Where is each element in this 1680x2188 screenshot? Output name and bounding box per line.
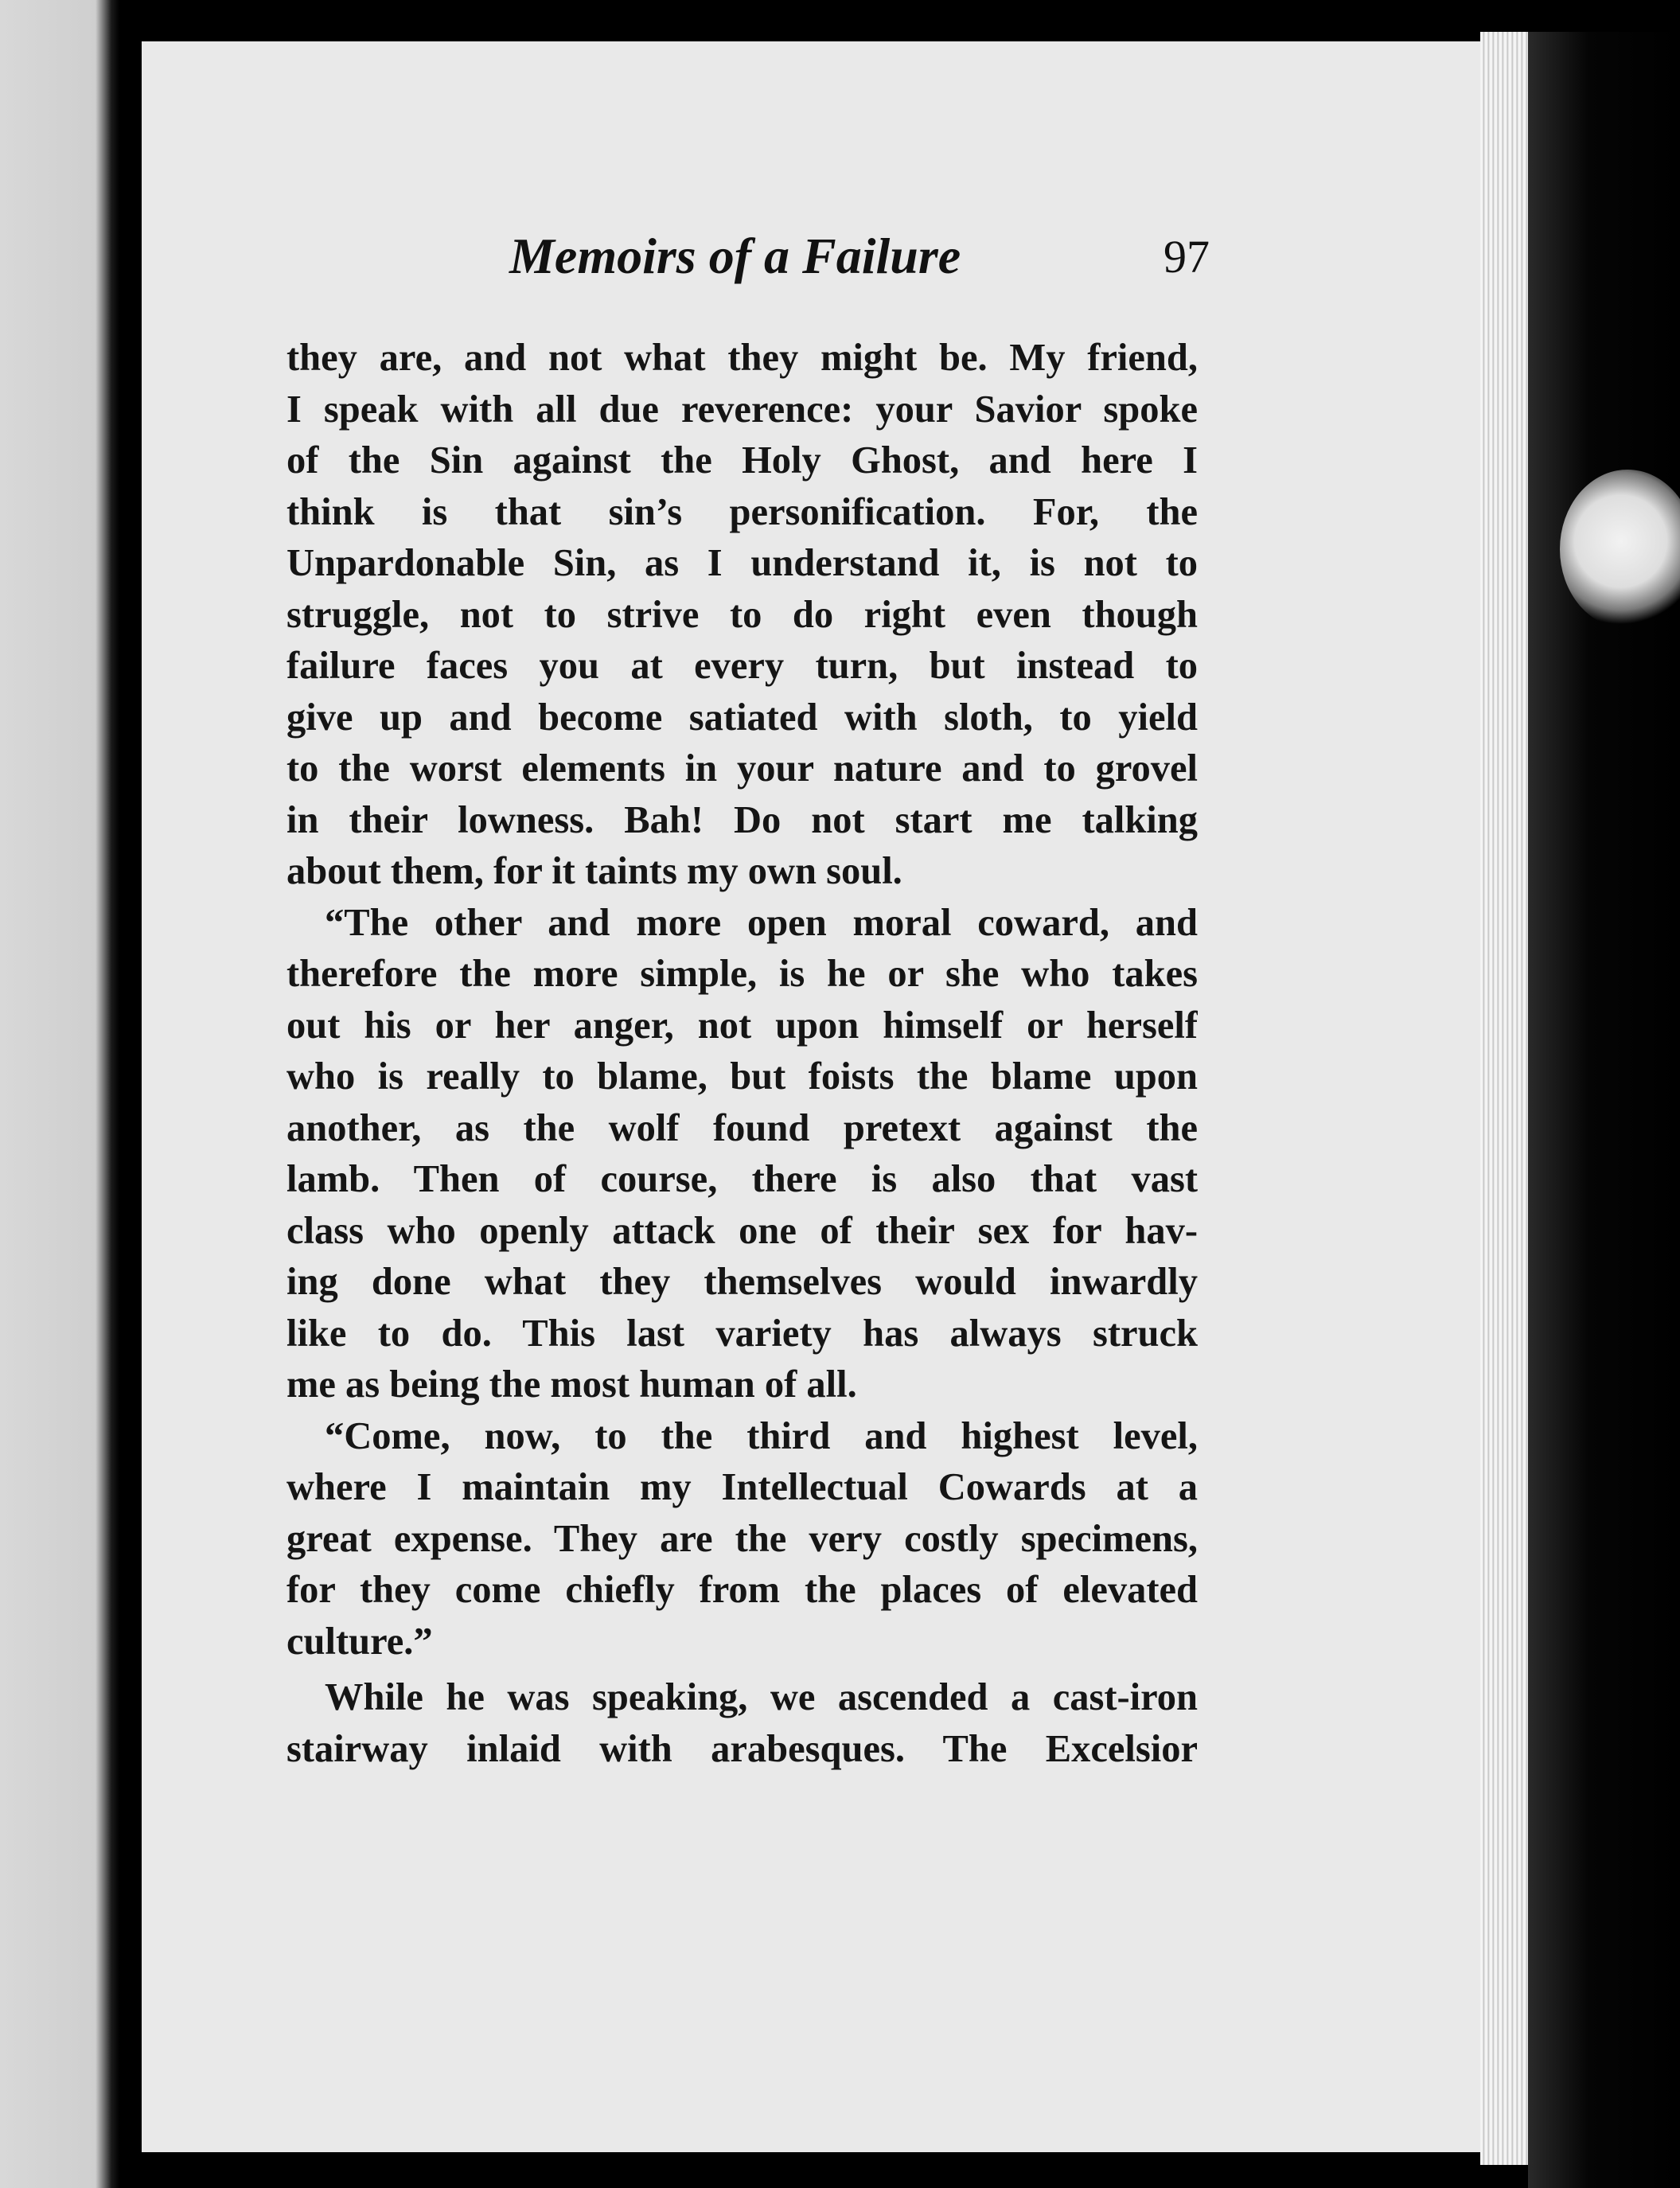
page-number: 97: [1164, 231, 1210, 283]
text-line: class who openly attack one of their sex for hav-: [286, 1209, 1198, 1252]
text-line: about them, for it taints my own soul.: [286, 850, 902, 892]
text-line: Unpardonable Sin, as I understand it, is not to: [286, 542, 1198, 584]
text-line: out his or her anger, not upon himself or herself: [286, 1004, 1198, 1047]
text-line: they are, and not what they might be. My friend,: [286, 337, 1198, 379]
text-line: to the worst elements in your nature and to grovel: [286, 747, 1198, 790]
text-line: in their lowness. Bah! Do not start me talking: [286, 798, 1198, 841]
running-head: [509, 227, 1210, 298]
running-title: Memoirs of a Failure: [509, 228, 961, 284]
text-line: of the Sin against the Holy Ghost, and here I: [286, 439, 1198, 482]
text-line: for they come chiefly from the places of elevated: [286, 1569, 1198, 1611]
text-line: lamb. Then of course, there is also that vast: [286, 1158, 1198, 1200]
text-line: “The other and more open moral coward, and: [325, 901, 1198, 944]
text-line: ing done what they themselves would inwardly: [286, 1261, 1198, 1303]
text-line: great expense. They are the very costly specimens,: [286, 1517, 1198, 1560]
binding-shadow: [1528, 32, 1680, 2188]
facing-page-edge: [0, 0, 119, 2188]
text-line: I speak with all due reverence: your Savior spoke: [286, 388, 1198, 431]
text-line: another, as the wolf found pretext against the: [286, 1106, 1198, 1149]
text-line: “Come, now, to the third and highest level,: [325, 1414, 1198, 1457]
text-line: stairway inlaid with arabesques. The Excelsior: [286, 1727, 1198, 1770]
text-line: who is really to blame, but foists the blame upon: [286, 1055, 1198, 1098]
text-line: think is that sin’s personification. For, the: [286, 490, 1198, 533]
text-line: where I maintain my Intellectual Cowards at a: [286, 1466, 1198, 1508]
text-line: struggle, not to strive to do right even though: [286, 593, 1198, 636]
text-line: failure faces you at every turn, but instead to: [286, 645, 1198, 687]
text-line: like to do. This last variety has always struck: [286, 1312, 1198, 1355]
text-line: culture.”: [286, 1620, 433, 1663]
text-line: While he was speaking, we ascended a cast-iron: [325, 1676, 1198, 1718]
text-line: give up and become satiated with sloth, to yield: [286, 696, 1198, 739]
body-text: [286, 333, 1198, 1775]
text-line: therefore the more simple, is he or she who takes: [286, 953, 1198, 995]
page-stack-edge: [1480, 32, 1528, 2165]
text-line: me as being the most human of all.: [286, 1363, 857, 1406]
